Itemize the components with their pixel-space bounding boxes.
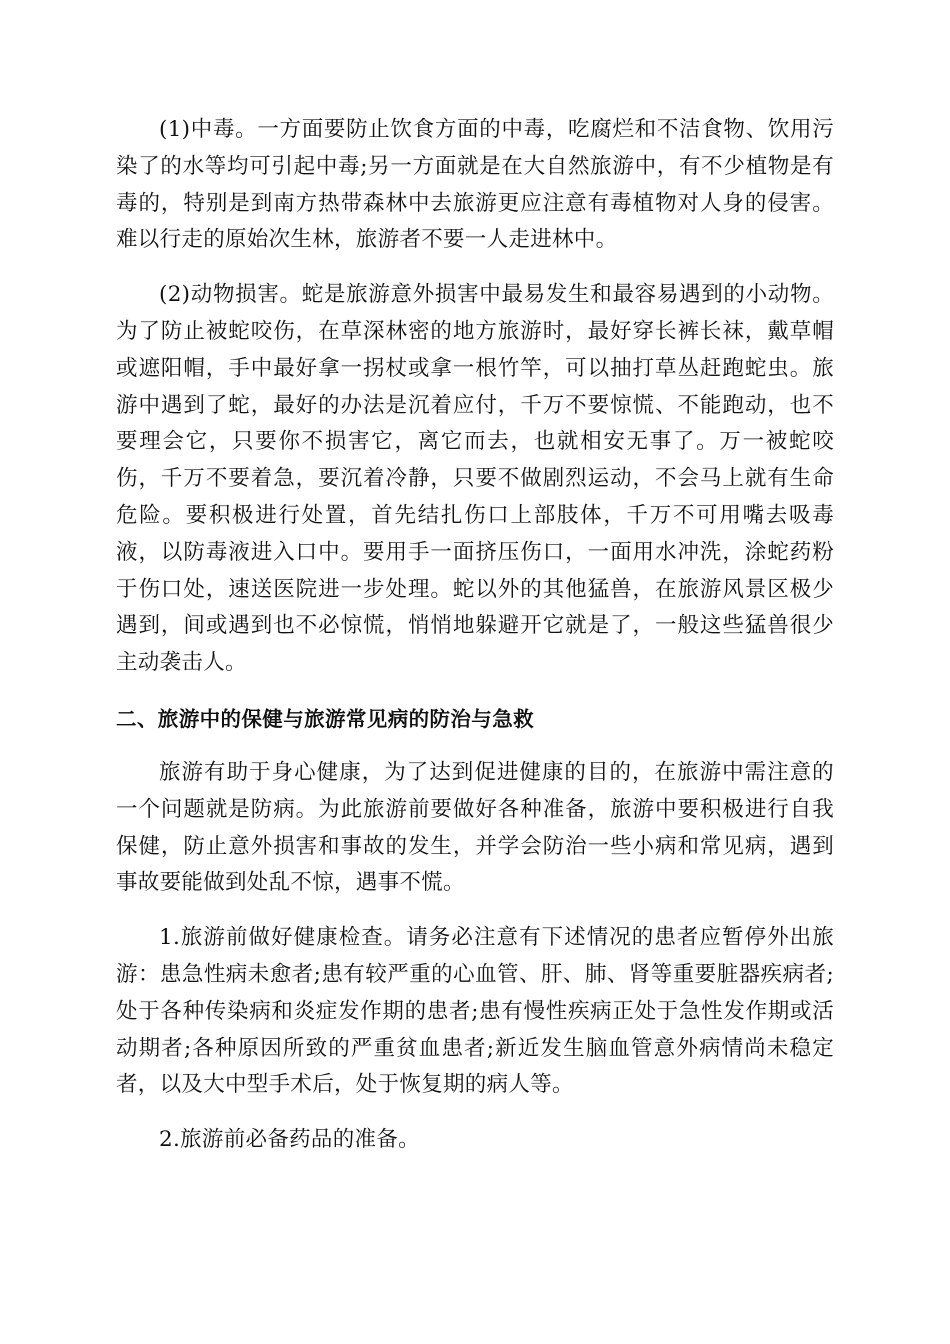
paragraph-animal-injury: (2)动物损害。蛇是旅游意外损害中最易发生和最容易遇到的小动物。为了防止被蛇咬伤，在草深林密的地方旅游时，最好穿长裤长袜，戴草帽或遮阳帽，手中最好拿一拐杖或拿一根竹竿，可以抽打草丛赶跑蛇虫。旅游中遇到了蛇，最好的办法是沉着应付，千万不要惊慌、不能跑动，也不要理会它，只要你不损害它，离它而去，也就相安无事了。万一被蛇咬伤，千万不要着急，要沉着冷静，只要不做剧烈运动，不会马上就有生命危险。要积极进行处置，首先结扎伤口上部肢体，千万不可用嘴去吸毒液，以防毒液进入口中。要用手一面挤压伤口，一面用水冲洗，涂蛇药粉于伤口处，速送医院进一步处理。蛇以外的其他猛兽，在旅游风景区极少遇到，间或遇到也不必惊慌，悄悄地躲避开它就是了，一般这些猛兽很少主动袭击人。 [116,282,834,676]
paragraph-health-check: 1.旅游前做好健康检查。请务必注意有下述情况的患者应暂停外出旅游：患急性病未愈者;患有较严重的心血管、肝、肺、肾等重要脏器疾病者;处于各种传染病和炎症发作期的患者;患有慢性疾病正处于急性发作期或活动期者;各种原因所致的严重贫血患者;新近发生脑血管意外病情尚未稳定者，以及大中型手术后，处于恢复期的病人等。 [116,925,834,1098]
document-page [116,112,834,1159]
paragraph-health-intro: 旅游有助于身心健康，为了达到促进健康的目的，在旅游中需注意的一个问题就是防病。为此旅游前要做好各种准备，旅游中要积极进行自我保健，防止意外损害和事故的发生，并学会防治一些小病和常见病，遇到事故要能做到处乱不惊，遇事不慌。 [116,759,834,896]
paragraph-medicine-prep: 2.旅游前必备药品的准备。 [159,1127,420,1153]
section-heading: 二、旅游中的保健与旅游常见病的防治与急救 [116,706,534,731]
paragraph-poisoning: (1)中毒。一方面要防止饮食方面的中毒，吃腐烂和不洁食物、饮用污染了的水等均可引起中毒;另一方面就是在大自然旅游中，有不少植物是有毒的，特别是到南方热带森林中去旅游更应注意有毒植物对人身的侵害。难以行走的原始次生林，旅游者不要一人走进林中。 [116,117,834,253]
